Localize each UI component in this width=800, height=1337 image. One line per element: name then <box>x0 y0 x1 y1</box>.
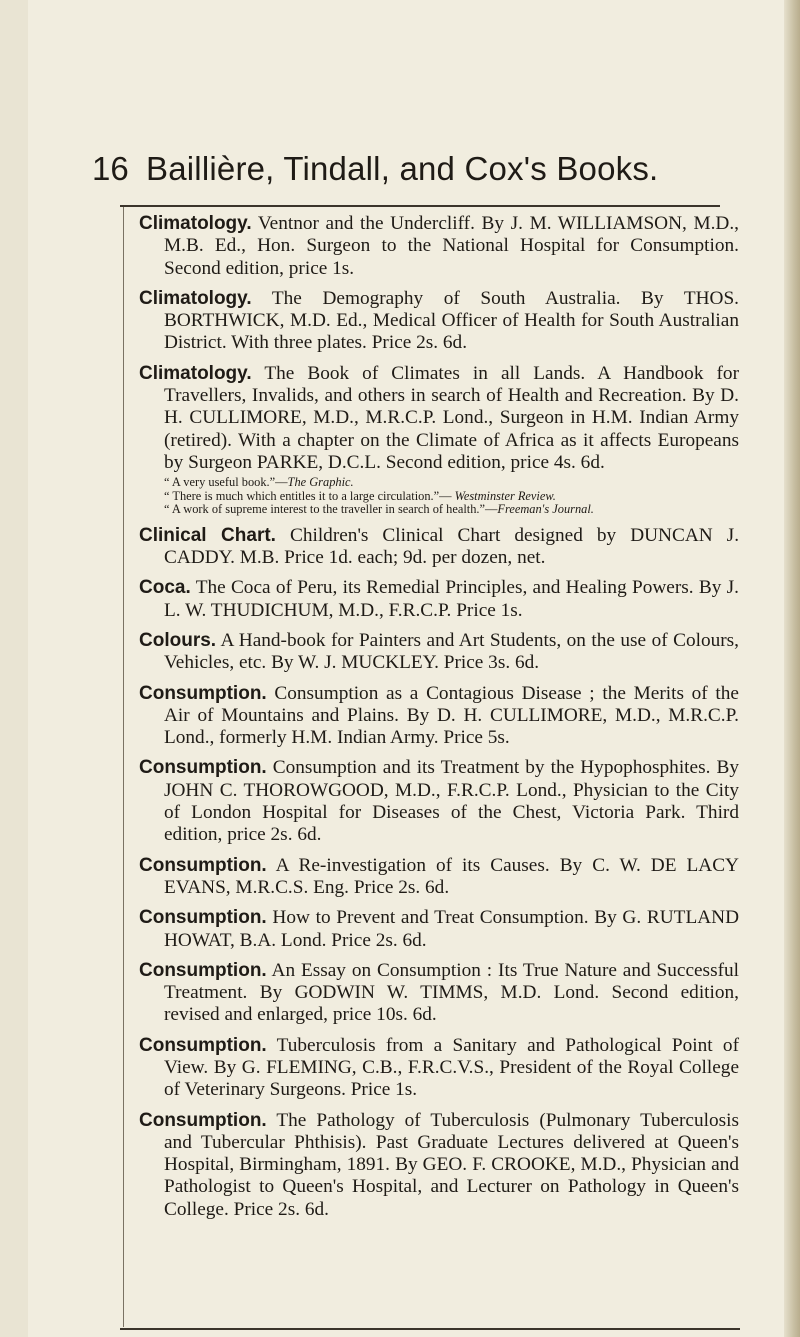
entry-text: An Essay on Consumption : Its True Nature and Successful Treatment. By GODWIN W. TIMMS, M.D. Lond. Second edition, revised and enlarged, price 10s. 6d. <box>164 959 739 1026</box>
running-title: Baillière, Tindall, and Cox's Books. <box>146 150 659 187</box>
entry-keyword: Consumption. <box>139 1034 267 1056</box>
catalogue-entry <box>139 363 739 474</box>
catalogue-entry <box>139 577 739 622</box>
catalogue-entry <box>139 960 739 1027</box>
entry-keyword: Consumption. <box>139 959 267 981</box>
page-number: 16 <box>92 150 129 187</box>
entry-keyword: Climatology. <box>139 362 252 384</box>
entry-text: The Book of Climates in all Lands. A Handbook for Travellers, Invalids, and others in search of Health and Recreation. By D. H. CULLIMORE, M.D., M.R.C.P. Lond., Surgeon in H.M. Indian Army (retired). With a chapter on the Climate of Africa as it affects Europeans by Surgeon PARKE, D.C.L. Second edition, price 4s. 6d. <box>164 362 739 473</box>
press-quote: “ A work of supreme interest to the traveller in search of health.”—Freeman's Journal. <box>164 502 594 517</box>
entry-keyword: Consumption. <box>139 757 267 779</box>
entry-text: How to Prevent and Treat Consumption. By G. RUTLAND HOWAT, B.A. Lond. Price 2s. 6d. <box>164 907 739 951</box>
entry-keyword: Consumption. <box>139 1109 267 1131</box>
catalogue-entry <box>139 213 739 280</box>
catalogue-entry <box>139 525 739 570</box>
catalogue-entry <box>139 683 739 750</box>
entry-text: Children's Clinical Chart designed by DUNCAN J. CADDY. M.B. Price 1d. each; 9d. per dozen, net. <box>164 524 740 569</box>
entry-keyword: Consumption. <box>139 907 267 929</box>
catalogue-entry <box>139 757 739 846</box>
entry-text: Ventnor and the Undercliff. By J. M. WILLIAMSON, M.D., M.B. Ed., Hon. Surgeon to the National Hospital for Consumption. Second edition, price 1s. <box>164 213 739 279</box>
catalogue-entry <box>139 907 739 952</box>
catalogue-entry <box>139 855 739 900</box>
entry-keyword: Colours. <box>139 629 217 651</box>
entry-keyword: Climatology. <box>139 287 252 309</box>
press-quote: “ There is much which entitles it to a large circulation.”— Westminster Review. <box>164 488 556 503</box>
entry-keyword: Coca. <box>139 577 191 599</box>
entry-text: Tuberculosis from a Sanitary and Pathological Point of View. By G. FLEMING, C.B., F.R.C.V.S., President of the Royal College of Veterinary Surgeons. Price 1s. <box>164 1034 739 1101</box>
page-edge <box>784 0 800 1337</box>
page-header <box>92 150 712 200</box>
entry-text: Consumption and its Treatment by the Hypophosphites. By JOHN C. THOROWGOOD, M.D., F.R.C.P. Lond., Physician to the City of London Hospital for Diseases of the Chest, Victoria Park. Third edition, price 2s. 6d. <box>164 757 739 846</box>
catalogue-entry <box>139 288 739 355</box>
entry-text: A Hand-book for Painters and Art Students, on the use of Colours, Vehicles, etc. By W. J. MUCKLEY. Price 3s. 6d. <box>164 629 739 674</box>
entry-text: The Demography of South Australia. By THOS. BORTHWICK, M.D. Ed., Medical Officer of Health for South Australian District. With three plates. Price 2s. 6d. <box>164 287 739 354</box>
entry-text: Consumption as a Contagious Disease ; the Merits of the Air of Mountains and Plains. By D. H. CULLIMORE, M.D., M.R.C.P. Lond., formerly H.M. Indian Army. Price 5s. <box>164 682 739 749</box>
header-rule <box>120 205 720 207</box>
entry-keyword: Climatology. <box>139 213 252 234</box>
entry-keyword: Clinical Chart. <box>139 524 276 546</box>
entry-keyword: Consumption. <box>139 682 267 704</box>
entry-keyword: Consumption. <box>139 854 267 876</box>
quote-source: Freeman's Journal. <box>497 502 594 517</box>
footer-rule <box>120 1328 740 1330</box>
catalogue-entry <box>139 1035 739 1102</box>
catalogue-entry <box>139 1110 739 1221</box>
quote-source: Westminster Review. <box>454 488 556 503</box>
catalogue-entry <box>139 630 739 675</box>
entry-text: The Coca of Peru, its Remedial Principles, and Healing Powers. By J. L. W. THUDICHUM, M.D., F.R.C.P. Price 1s. <box>164 577 739 621</box>
press-quotes <box>164 476 739 517</box>
catalogue-list <box>139 213 739 1229</box>
entry-text: The Pathology of Tuberculosis (Pulmonary Tuberculosis and Tubercular Phthisis). Past Graduate Lectures delivered at Queen's Hospital, Birmingham, 1891. By GEO. F. CROOKE, M.D., Physician and Pathologist to Queen's Hospital, and Lecturer on Pathology in Queen's College. Price 2s. 6d. <box>164 1109 739 1220</box>
press-quote: “ A very useful book.”—The Graphic. <box>164 475 354 490</box>
left-margin-rule <box>123 207 124 1327</box>
quote-source: The Graphic. <box>287 475 354 490</box>
entry-text: A Re-investigation of its Causes. By C. W. DE LACY EVANS, M.R.C.S. Eng. Price 2s. 6d. <box>164 854 739 898</box>
